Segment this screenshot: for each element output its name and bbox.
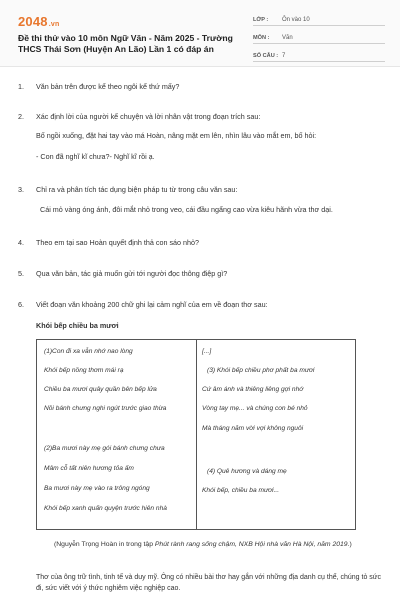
poem-line: Khói bếp nồng thơm mái rạ xyxy=(44,367,124,374)
poem-line: Chiều ba mươi quây quần bên bếp lửa xyxy=(44,386,157,393)
meta-value: 7 xyxy=(282,53,286,59)
meta-label: SỐ CÂU : xyxy=(253,53,279,59)
poem-line: Mâm cỗ tất niên hương tỏa ấm xyxy=(44,465,134,472)
site-logo[interactable] xyxy=(18,14,59,29)
question-number: 1. xyxy=(18,82,24,91)
meta-value: Ôn vào 10 xyxy=(282,17,310,23)
poem-line: [...] xyxy=(202,348,212,355)
logo-text: 2048 xyxy=(18,14,48,29)
question-text: Chỉ ra và phân tích tác dụng biện pháp tu từ trong câu văn sau: xyxy=(36,185,238,194)
question-1 xyxy=(18,82,382,92)
question-text: Văn bản trên được kể theo ngôi kể thứ mấy? xyxy=(36,82,180,91)
poem-line: (4) Quê hương và dáng mẹ xyxy=(207,468,287,475)
question-number: 5. xyxy=(18,269,24,278)
question-3 xyxy=(18,185,382,195)
question-number: 4. xyxy=(18,238,24,247)
meta-row-subject xyxy=(253,30,385,44)
excerpt-line: Bố ngồi xuống, đặt hai tay vào má Hoàn, nâng mặt em lên, nhìn lâu vào mắt em, bố hỏi: xyxy=(36,131,317,140)
meta-row-count xyxy=(253,48,385,62)
poem-line: (3) Khói bếp chiều phơ phất ba mươi xyxy=(207,367,315,374)
document-title: Đề thi thử vào 10 môn Ngữ Văn - Năm 2025 - Trường THCS Thái Sơn (Huyện An Lão) Lần 1 có đáp án xyxy=(18,33,233,54)
poem-table-divider xyxy=(196,340,197,529)
poem-line: Khói bếp, chiều ba mươi... xyxy=(202,487,280,494)
author-intro: Thơ của ông trữ tình, tinh tế và duy mỹ. Ông có nhiều bài thơ hay gắn với những địa danh cụ thể, chúng tỏ sức đi, sức viết với ý thức nghiêm việc nghiệp cao. xyxy=(36,574,381,592)
meta-row-class xyxy=(253,12,385,26)
logo-tld: .vn xyxy=(48,21,60,28)
question-4 xyxy=(18,238,382,248)
poem-line: (2)Ba mươi này mẹ gói bánh chưng chưa xyxy=(44,445,165,452)
question-text: Theo em tại sao Hoàn quyết định thả con sáo nhỏ? xyxy=(36,238,200,247)
poem-line: (1)Con đi xa vẫn nhớ nao lòng xyxy=(44,348,133,355)
excerpt-line: Cái mỏ vàng óng ánh, đôi mắt nhỏ trong veo, cái đầu ngẩng cao vừa kiêu hãnh vừa thơ dại. xyxy=(40,205,333,214)
citation-text: (Nguyễn Trọng Hoàn in trong tập xyxy=(54,541,155,548)
citation-close: ) xyxy=(349,541,352,548)
poem-title: Khói bếp chiều ba mươi xyxy=(36,321,119,330)
poem-citation xyxy=(54,540,384,550)
excerpt-line: - Con đã nghĩ kĩ chưa?- Nghĩ kĩ rồi ạ. xyxy=(36,152,155,161)
poem-line: Ba mươi này mẹ vào ra trông ngóng xyxy=(44,485,150,492)
page-header xyxy=(0,0,400,67)
question-2 xyxy=(18,112,382,122)
question-text: Viết đoạn văn khoảng 200 chữ ghi lại cảm nghĩ của em về đoạn thơ sau: xyxy=(36,300,268,309)
question-6 xyxy=(18,300,382,310)
meta-value: Văn xyxy=(282,35,293,41)
meta-label: MÔN : xyxy=(253,35,270,41)
meta-panel xyxy=(253,12,385,66)
question-number: 6. xyxy=(18,300,24,309)
question-number: 2. xyxy=(18,112,24,121)
poem-line: Khói bếp xanh quấn quyện trước hiên nhà xyxy=(44,505,167,512)
poem-line: Cứ âm ánh và thiêng liêng gợi nhớ xyxy=(202,386,304,393)
question-5 xyxy=(18,269,382,279)
question-number: 3. xyxy=(18,185,24,194)
poem-table xyxy=(36,339,356,530)
question-text: Qua văn bản, tác giả muốn gửi tới người đọc thông điệp gì? xyxy=(36,269,228,278)
meta-label: LỚP : xyxy=(253,17,269,23)
poem-line: Vòng tay mẹ... và chúng con bé nhỏ xyxy=(202,405,308,412)
citation-source: Phút rành rang sống chậm, NXB Hội nhà văn Hà Nội, năm 2019. xyxy=(154,541,350,548)
poem-line: Nồi bánh chưng nghi ngút trước giao thừa xyxy=(44,405,167,412)
question-text: Xác định lời của người kể chuyện và lời nhân vật trong đoạn trích sau: xyxy=(36,112,261,121)
poem-line: Mà tháng năm vời vợi không nguôi xyxy=(202,425,304,432)
